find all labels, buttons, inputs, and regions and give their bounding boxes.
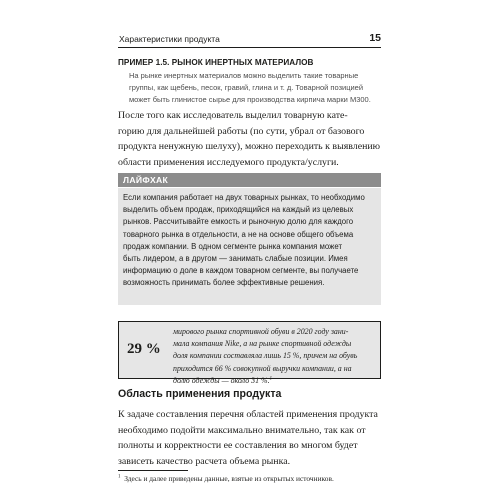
body-paragraph-2: К задаче составления перечня областей применения продукта необходимо подойти максимально внимательно, так как от полноты и корректности ее составления во многом будет зависеть качество расчета объема рынка. — [118, 409, 378, 467]
section-heading: Область применения продукта — [118, 388, 282, 400]
stat-callout — [118, 321, 381, 385]
stat-number: 29 % — [127, 341, 161, 357]
lifehack-header — [118, 173, 381, 187]
footnote-mark: 1 — [118, 474, 121, 480]
page-number: 15 — [369, 32, 381, 44]
footnote-text: Здесь и далее приведены данные, взятые из открытых источников. — [124, 474, 334, 483]
example-text: На рынке инертных материалов можно выделить такие товарные группы, как щебень, песок, гравий, глина и т. д. Товарной позицией может быть глинистое сырье для производства кирпича марки М300. — [129, 71, 371, 104]
body-paragraph-1: После того как исследователь выделил товарную кате- горию для дальнейшей работы (по сути, убрал от базового продукта ненужную шелуху), можно переходить к выявлению области применения исследуемого продукта/услуги. — [118, 110, 381, 168]
footnote — [118, 474, 381, 484]
footnote-rule — [118, 470, 188, 471]
stat-text — [173, 326, 378, 387]
stat-text-body: мирового рынка спортивной обуви в 2020 году зани- мала компания Nike, а на рынке спортивной одежды доля компании составляла лишь 15 %, причем на обувь приходится 66 % совокупной выручки компании, а на долю одежды — около 31 %. — [173, 327, 358, 385]
lifehack-title: ЛАЙФХАК — [123, 175, 169, 185]
running-header — [118, 33, 381, 48]
stat-footnote-mark: 1 — [269, 376, 273, 382]
example-title: ПРИМЕР 1.5. РЫНОК ИНЕРТНЫХ МАТЕРИАЛОВ — [118, 58, 314, 67]
lifehack-box — [118, 188, 381, 305]
lifehack-text: Если компания работает на двух товарных рынках, то необходимо выделить объем продаж, приходящийся на каждый из целевых рынков. Рассчитывайте емкость и рыночную долю для каждого товарного рынка в отдельности, а не на основе общего объема продаж компании. В одном сегменте рынка компания может быть лидером, а в другом — занимать слабые позиции. Имея информацию о доле в каждом товарном сегменте, вы получаете возможность принимать более эффективные решения. — [123, 193, 365, 288]
chapter-title: Характеристики продукта — [119, 34, 220, 44]
